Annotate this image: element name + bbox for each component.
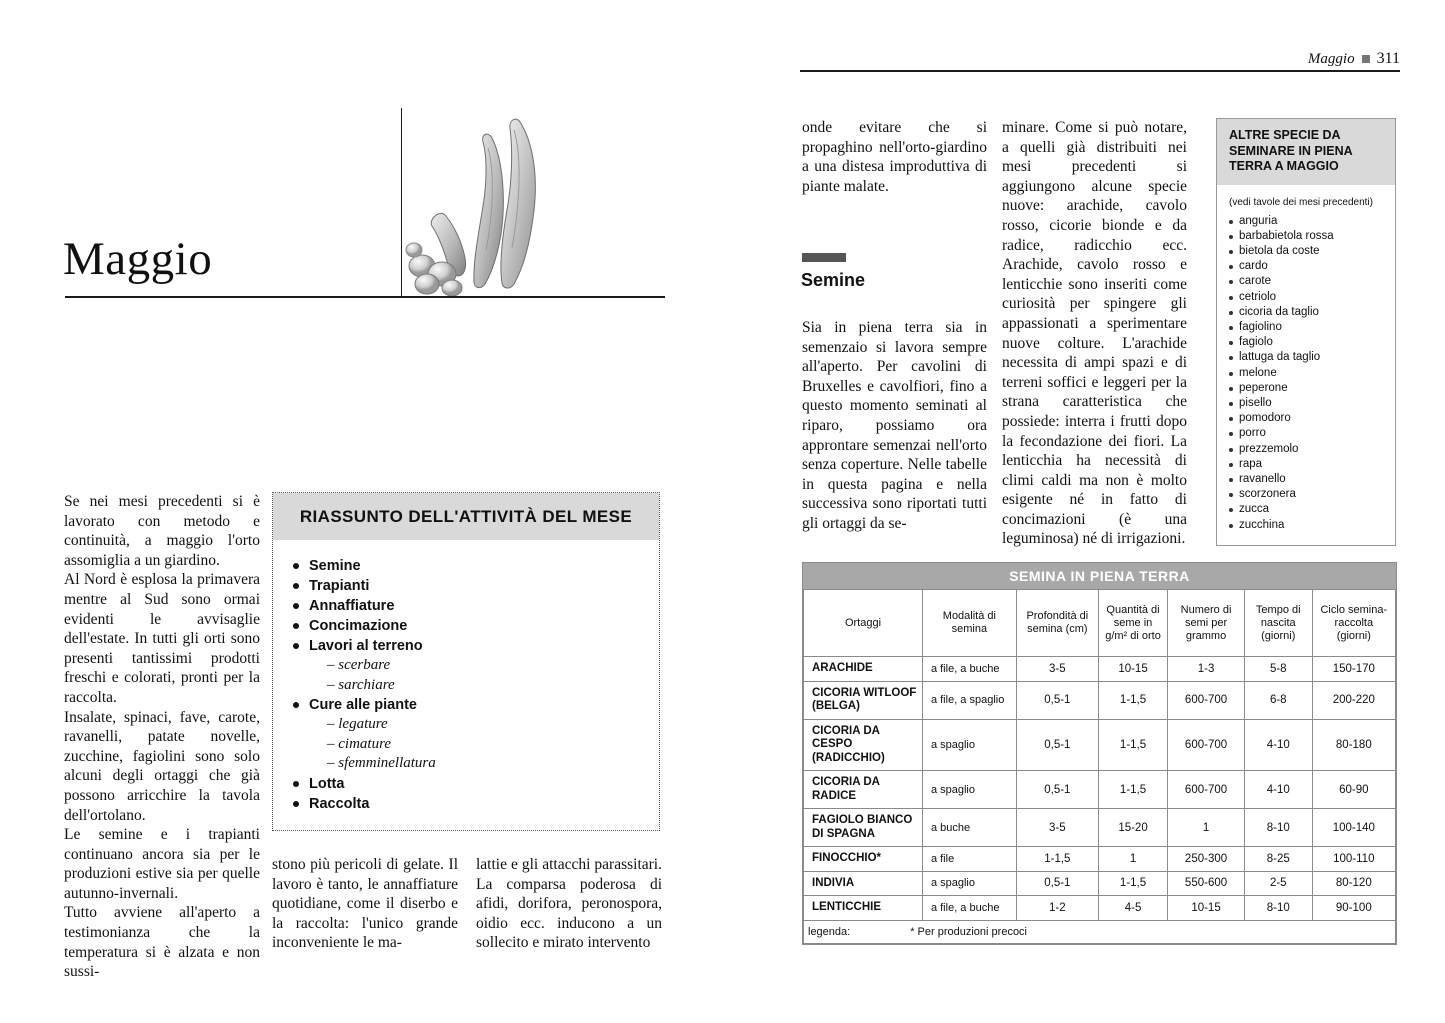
column-header: Tempo di nascita (giorni) [1244, 590, 1312, 657]
intro-paragraph: Tutto avviene all'aperto a testimonianza che la temperatura si è alzata e non sussi- [64, 904, 260, 981]
list-item: fagiolo [1229, 335, 1385, 350]
cell-depth: 0,5-1 [1016, 871, 1098, 896]
cell-quantity: 10-15 [1098, 657, 1167, 682]
cell-vegetable: CICORIA WITLOOF (BELGA) [804, 681, 923, 719]
cell-seeds-per-gram: 550-600 [1168, 871, 1245, 896]
title-rule [65, 296, 665, 298]
list-item: zucca [1229, 502, 1385, 517]
cell-seeds-per-gram: 10-15 [1168, 896, 1245, 921]
cell-vegetable: LENTICCHIE [804, 896, 923, 921]
legend-label: legenda: [808, 925, 851, 938]
cell-cycle: 150-170 [1312, 657, 1395, 682]
list-item: Annaffiature [291, 596, 659, 616]
cell-quantity: 4-5 [1098, 896, 1167, 921]
list-item: scorzonera [1229, 487, 1385, 502]
cell-germination-time: 6-8 [1244, 681, 1312, 719]
cell-vegetable: CICORIA DA RADICE [804, 771, 923, 809]
cell-depth: 1-1,5 [1016, 847, 1098, 872]
list-item: fagiolino [1229, 320, 1385, 335]
square-bullet-icon [1362, 55, 1370, 63]
list-item: melone [1229, 366, 1385, 381]
cell-cycle: 100-110 [1312, 847, 1395, 872]
side-box-note: (vedi tavole dei mesi precedenti) [1229, 196, 1373, 208]
right-column-1-top: onde evitare che si propaghino nell'orto-giardino a una distesa improduttiva di piante malate. [802, 119, 987, 195]
cell-modality: a file, a spaglio [922, 681, 1016, 719]
table-row [804, 871, 1396, 896]
cell-vegetable: ARACHIDE [804, 657, 923, 682]
bottom-column-2: lattie e gli attacchi parassitari. La comparsa poderosa di afidi, dorifora, peronospora, oidio ecc. inducono a un sollecito e mirato intervento [476, 856, 662, 952]
column-header: Numero di semi per grammo [1168, 590, 1245, 657]
list-subitem: – legature [327, 716, 388, 732]
list-item: pomodoro [1229, 411, 1385, 426]
cell-depth: 0,5-1 [1016, 719, 1098, 771]
intro-paragraph: Insalate, spinaci, fave, carote, ravanelli, patate novelle, zucchine, fagiolini sono solo alcuni degli ortaggi che già possono arricchire la tavola dell'ortolano. [64, 708, 260, 824]
header-rule [800, 70, 1400, 72]
list-item: Cure alle piante [291, 695, 659, 715]
cell-quantity: 1-1,5 [1098, 871, 1167, 896]
intro-paragraph: Al Nord è esplosa la primavera mentre al Sud sono ormai evidenti le avvisaglie dell'estate. In tutti gli orti sono presenti tantissimi prodotti freschi e colorati, pronti per la raccolta. [64, 571, 260, 706]
bean-pods-illustration [402, 108, 664, 296]
right-page [722, 0, 1445, 1023]
cell-cycle: 80-180 [1312, 719, 1395, 771]
cell-seeds-per-gram: 250-300 [1168, 847, 1245, 872]
list-item: cicoria da taglio [1229, 305, 1385, 320]
cell-quantity: 15-20 [1098, 809, 1167, 847]
cell-modality: a spaglio [922, 871, 1016, 896]
page-number: 311 [1376, 50, 1400, 67]
list-item: Trapianti [291, 576, 659, 596]
cell-depth: 0,5-1 [1016, 681, 1098, 719]
list-subitem: – sfemminellatura [327, 755, 436, 771]
bottom-column-1: stono più pericoli di gelate. Il lavoro è tanto, le annaffiature quotidiane, come il diserbo e la raccolta: l'unico grande inconveniente le ma- [272, 856, 458, 952]
list-item: Concimazione [291, 616, 659, 636]
right-column-1-bottom: Sia in piena terra sia in semenzaio si lavora sempre all'aperto. Per cavolini di Bruxelles e cavolfiori, fino a questo momento seminati al riparo, possiamo ora approntare semenzai nell'orto senza coperture. Nelle tabelle in questa pagina e nella successiva sono riportati tutti gli ortaggi da se- [802, 319, 987, 532]
column-header: Ciclo semina-raccolta (giorni) [1312, 590, 1395, 657]
list-item: peperone [1229, 381, 1385, 396]
cell-modality: a file, a buche [922, 896, 1016, 921]
list-item: rapa [1229, 457, 1385, 472]
cell-depth: 3-5 [1016, 809, 1098, 847]
list-item: barbabietola rossa [1229, 229, 1385, 244]
cell-quantity: 1-1,5 [1098, 719, 1167, 771]
side-box-list [1217, 214, 1395, 545]
cell-modality: a spaglio [922, 719, 1016, 771]
table-header-row [804, 590, 1396, 657]
table-row [804, 719, 1396, 771]
cell-cycle: 80-120 [1312, 871, 1395, 896]
illustration-frame-line [401, 108, 402, 296]
section-heading: Semine [801, 270, 866, 290]
cell-germination-time: 2-5 [1244, 871, 1312, 896]
side-box-altre-specie [1216, 118, 1396, 546]
cell-germination-time: 8-10 [1244, 809, 1312, 847]
cell-modality: a spaglio [922, 771, 1016, 809]
page-title: Maggio [63, 233, 213, 285]
cell-modality: a file, a buche [922, 657, 1016, 682]
intro-column [64, 492, 260, 982]
table-legend-row [804, 920, 1396, 943]
semina-table [802, 562, 1397, 945]
table-row [804, 657, 1396, 682]
column-header: Ortaggi [804, 590, 923, 657]
cell-quantity: 1-1,5 [1098, 771, 1167, 809]
summary-box [272, 492, 660, 831]
cell-modality: a file [922, 847, 1016, 872]
cell-germination-time: 8-10 [1244, 896, 1312, 921]
cell-vegetable: CICORIA DA CESPO (RADICCHIO) [804, 719, 923, 771]
summary-header: RIASSUNTO DELL'ATTIVITÀ DEL MESE [273, 493, 659, 540]
cell-seeds-per-gram: 600-700 [1168, 771, 1245, 809]
cell-vegetable: INDIVIA [804, 871, 923, 896]
list-item: porro [1229, 426, 1385, 441]
column-header: Modalità di semina [922, 590, 1016, 657]
cell-depth: 1-2 [1016, 896, 1098, 921]
intro-paragraph: Se nei mesi precedenti si è lavorato con metodo e continuità, a maggio l'orto assomiglia a un giardino. [64, 493, 260, 569]
table-row [804, 681, 1396, 719]
column-header: Profondità di semina (cm) [1016, 590, 1098, 657]
cell-cycle: 60-90 [1312, 771, 1395, 809]
cell-cycle: 200-220 [1312, 681, 1395, 719]
legend-cell [804, 920, 1396, 943]
table-row [804, 771, 1396, 809]
running-header-month: Maggio [1307, 50, 1355, 67]
cell-seeds-per-gram: 1-3 [1168, 657, 1245, 682]
list-item: Raccolta [291, 794, 659, 814]
list-item: bietola da coste [1229, 244, 1385, 259]
intro-paragraph: Le semine e i trapianti continuano ancora sia per le produzioni estive sia per quelle autunno-invernali. [64, 826, 260, 902]
cell-vegetable: FINOCCHIO* [804, 847, 923, 872]
list-item: pisello [1229, 396, 1385, 411]
cell-germination-time: 8-25 [1244, 847, 1312, 872]
cell-depth: 3-5 [1016, 657, 1098, 682]
cell-germination-time: 4-10 [1244, 719, 1312, 771]
list-subitem: – scerbare [327, 657, 391, 673]
list-item: Semine [291, 556, 659, 576]
cell-vegetable: FAGIOLO BIANCO DI SPAGNA [804, 809, 923, 847]
cell-quantity: 1 [1098, 847, 1167, 872]
table-title: SEMINA IN PIENA TERRA [803, 563, 1396, 589]
cell-seeds-per-gram: 600-700 [1168, 681, 1245, 719]
table-row [804, 809, 1396, 847]
column-header: Quantità di seme in g/m² di orto [1098, 590, 1167, 657]
table-row [804, 896, 1396, 921]
cell-depth: 0,5-1 [1016, 771, 1098, 809]
summary-list [273, 540, 659, 830]
cell-cycle: 90-100 [1312, 896, 1395, 921]
cell-seeds-per-gram: 1 [1168, 809, 1245, 847]
legend-note: * Per produzioni precoci [910, 925, 1028, 938]
list-item: cetriolo [1229, 290, 1385, 305]
list-subitem: – cimature [327, 735, 392, 752]
cell-modality: a buche [922, 809, 1016, 847]
list-item: zucchina [1229, 518, 1385, 533]
list-item: anguria [1229, 214, 1385, 229]
running-header [1308, 50, 1400, 68]
cell-quantity: 1-1,5 [1098, 681, 1167, 719]
cell-germination-time: 5-8 [1244, 657, 1312, 682]
list-item: lattuga da taglio [1229, 350, 1385, 365]
cell-cycle: 100-140 [1312, 809, 1395, 847]
list-item: cardo [1229, 259, 1385, 274]
cell-seeds-per-gram: 600-700 [1168, 719, 1245, 771]
table-row [804, 847, 1396, 872]
list-item: Lotta [291, 774, 659, 794]
list-item: ravanello [1229, 472, 1385, 487]
side-box-header: ALTRE SPECIE DA SEMINARE IN PIENA TERRA A MAGGIO [1217, 119, 1395, 185]
section-mark [802, 253, 846, 262]
list-item: Lavori al terreno [291, 636, 659, 656]
left-page [0, 0, 722, 1023]
cell-germination-time: 4-10 [1244, 771, 1312, 809]
list-item: carote [1229, 274, 1385, 289]
bottom-columns [272, 855, 662, 953]
list-subitem: – sarchiare [327, 676, 395, 693]
list-item: prezzemolo [1229, 442, 1385, 457]
right-column-2: minare. Come si può notare, a quelli già distribuiti nei mesi precedenti si aggiungono alcune specie nuove: arachide, cavolo rosso, cicorie bionde e da radice, radicchio ecc. Arachide, cavolo rosso e lenticchie sono inseriti come curiosità per spingere gli appassionati a sperimentare nuove colture. L'arachide necessita di ampi spazi e di terreni soffici e leggeri per la strana caratteristica che possiede: interra i frutti dopo la fecondazione dei fiori. La lenticchia ha necessità di climi caldi ma non è molto esigente né in fatto di concimazioni (è una leguminosa) né di irrigazioni. [1002, 119, 1187, 548]
